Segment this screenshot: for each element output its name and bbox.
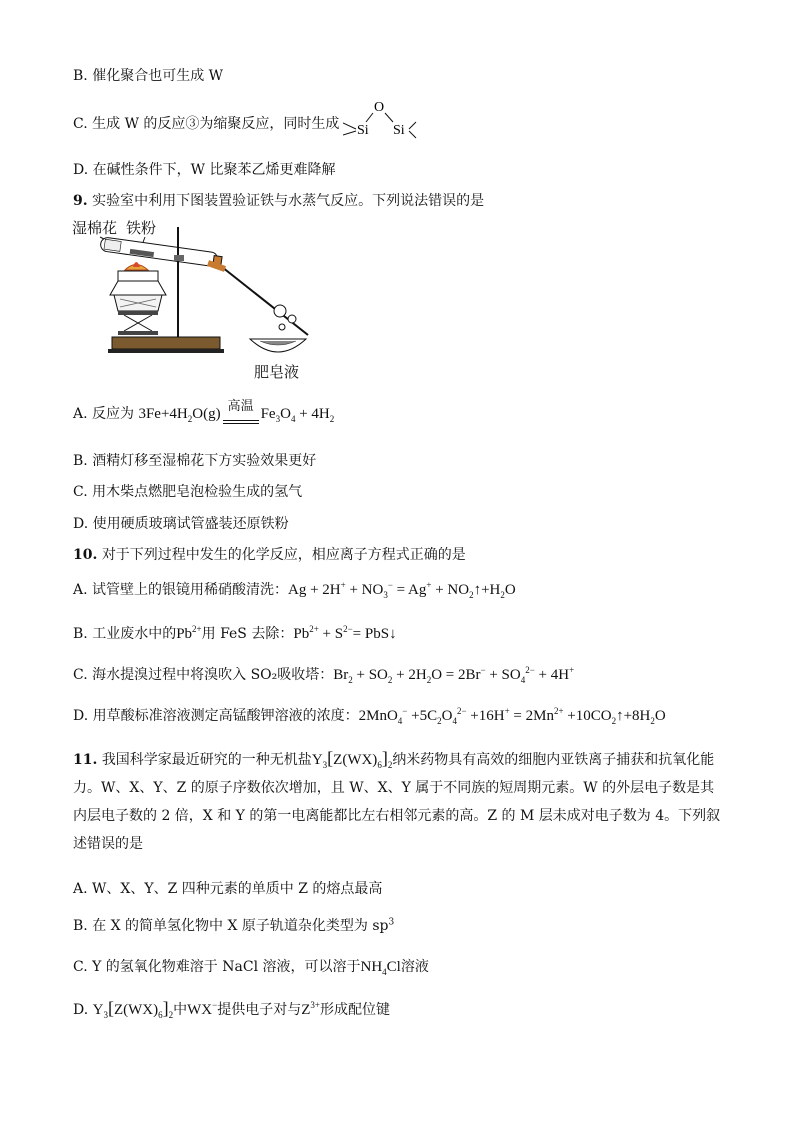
q11-stem: 11. 我国科学家最近研究的一种无机盐$Y_3[Z(WX)_6]_2$纳米药物具有高效的细胞内亚铁离子捕获和抗氧化能力。W、X、Y、Z 的原子序数依次增加，且 W、X、Y 属于不同族的短周期元素。W 的外层电子数是其内层电子数的 2 倍，X 和 Y 的第一电离能都比左右相邻元素的高。Z 的 M 层未成对电子数为 4。下列叙述错误的是 [73, 748, 721, 852]
q11-option-d: D. $Y_3[Z(WX)_6]_2$中WX−提供电子对与$Z^{3+}$形成配位键 [73, 998, 390, 1020]
q10-stem: 10. 对于下列过程中发生的化学反应，相应离子方程式正确的是 [73, 547, 466, 563]
si-o-si-structure [343, 98, 417, 142]
label-soap-solution: 肥皂液 [254, 363, 300, 381]
label-wet-cotton: 湿棉花 [72, 219, 118, 237]
q9-option-c: C. 用木柴点燃肥皂泡检验生成的氢气 [73, 484, 303, 500]
svg-text:Si: Si [393, 123, 405, 138]
q8-option-c: C. 生成 W 的反应③为缩聚反应，同时生成 O Si Si [73, 114, 339, 134]
q8-option-b: B. 催化聚合也可生成 W [73, 68, 224, 84]
apparatus-drawing [70, 215, 330, 365]
q11-option-b: B. 在 X 的简单氢化物中 X 原子轨道杂化类型为 $sp^3$ [73, 917, 395, 934]
q9-option-d: D. 使用硬质玻璃试管盛装还原铁粉 [73, 516, 289, 532]
q11-option-a: A. W、X、Y、Z 四种元素的单质中 Z 的熔点最高 [73, 881, 383, 897]
q9-stem: 9. 实验室中利用下图装置验证铁与水蒸气反应。下列说法错误的是 [73, 193, 485, 209]
q11-option-c: C. Y 的氢氧化物难溶于 NaCl 溶液，可以溶于$NH_4Cl$溶液 [73, 959, 429, 977]
q9-apparatus-figure [70, 215, 330, 385]
q8-option-d: D. 在碱性条件下，W 比聚苯乙烯更难降解 [73, 162, 336, 178]
label-iron-powder: 铁粉 [126, 219, 157, 237]
q10-option-d: D. 用草酸标准溶液测定高锰酸钾溶液的浓度：$2MnO_4^- +5C_2O_4^{2-} +16H^+ = 2Mn^{2+}$ $+10CO_2↑+8H_2O$ [73, 706, 666, 726]
svg-text:O: O [374, 100, 385, 115]
q9-option-a: A. 反应为 $3Fe+4H_2O(g)$ 高温 $Fe_3O_4 + 4H_2$ [73, 399, 335, 424]
q10-option-a: A. 试管壁上的银镜用稀硝酸清洗：$Ag + 2H^+ + NO_3^- = Ag^+$ + $NO_2↑+H_2O$ [73, 580, 516, 600]
q9-option-b: B. 酒精灯移至湿棉花下方实验效果更好 [73, 453, 317, 469]
svg-text:Si: Si [357, 123, 369, 138]
q10-option-c: C. 海水提溴过程中将溴吹入 SO₂吸收塔：$Br_2 + SO_2 + 2H_2O = 2Br^- + SO_4^{2-} + 4H^+$ [73, 665, 575, 685]
q10-option-b: B. 工业废水中的$Pb^{2+}$用 FeS 去除：$Pb^{2+} + S^{2-}=$ PbS↓ [73, 624, 397, 642]
